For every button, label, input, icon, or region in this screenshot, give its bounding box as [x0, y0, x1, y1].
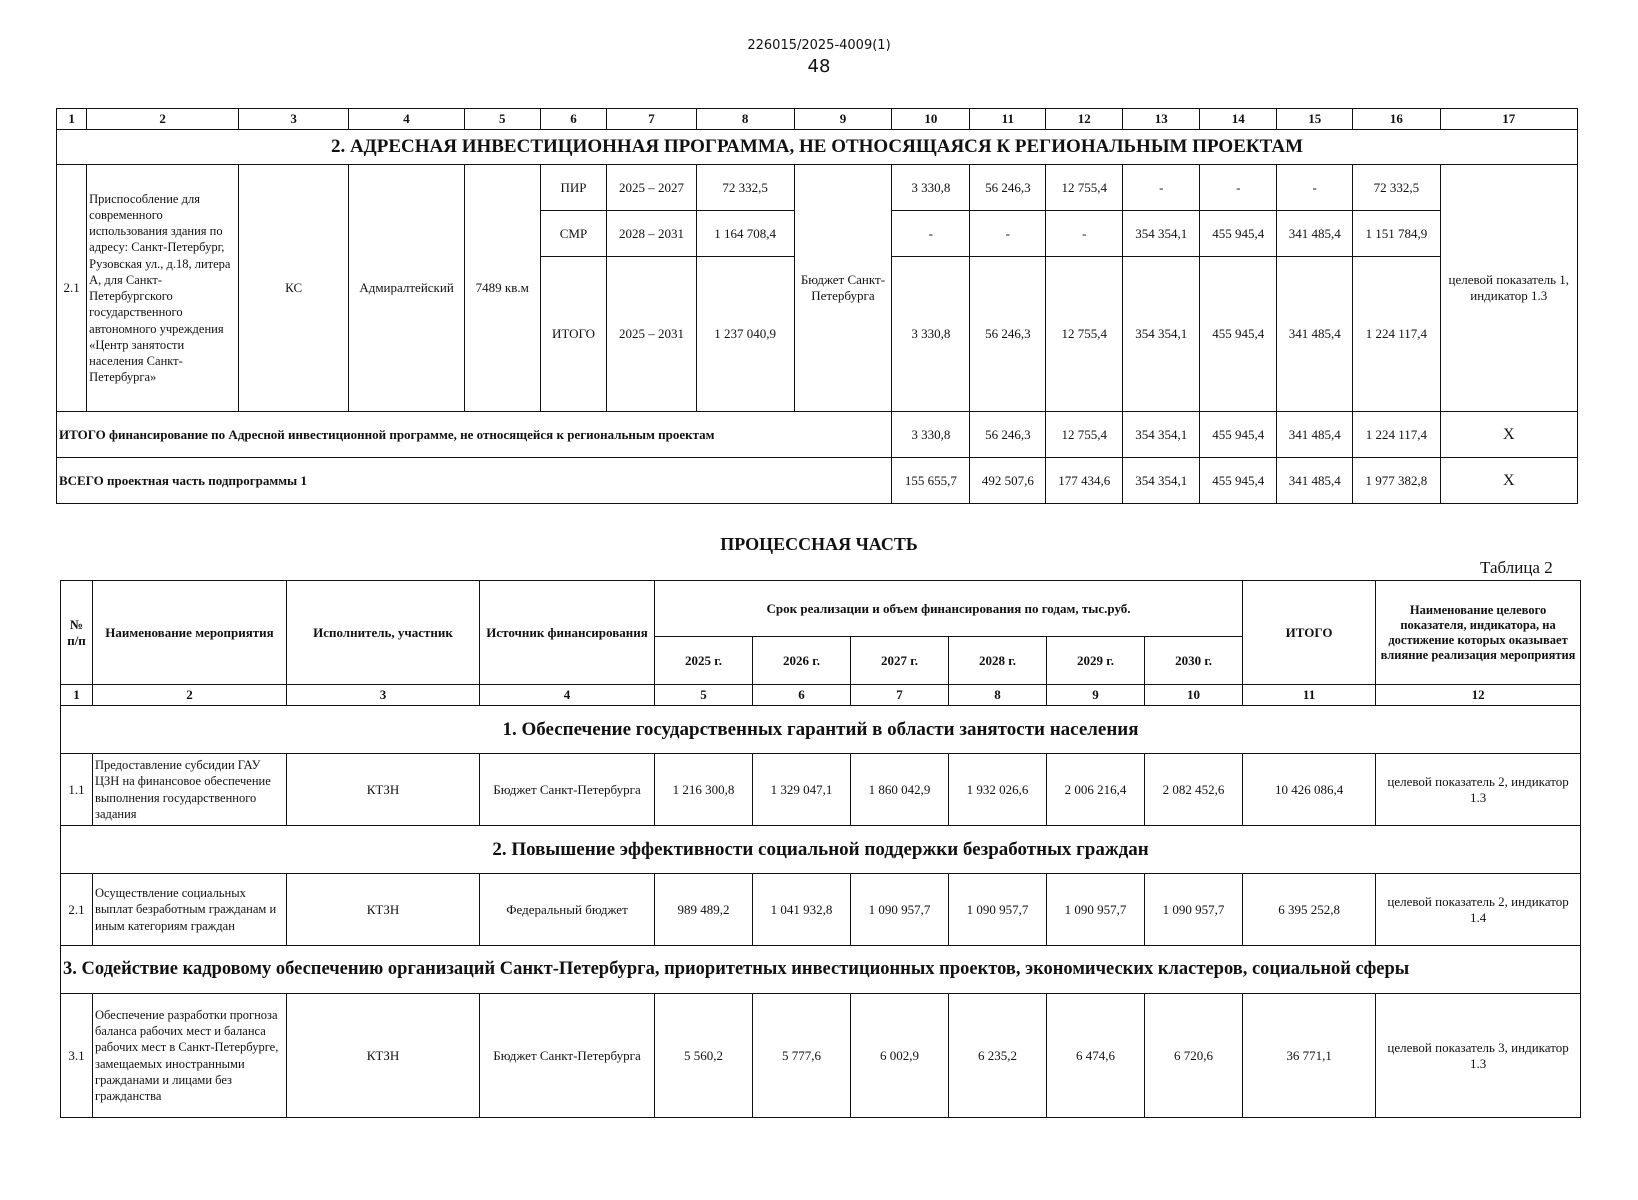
- col-num: 17: [1440, 109, 1577, 130]
- row-name: Предоставление субсидии ГАУ ЦЗН на финансовое обеспечение выполнения государственного задания: [93, 754, 287, 826]
- item-indicator: целевой показатель 1, индикатор 1.3: [1440, 165, 1577, 412]
- cost: 72 332,5: [696, 165, 794, 211]
- table-row: [61, 754, 1581, 826]
- col-num: 5: [464, 109, 540, 130]
- row-number: 3.1: [61, 994, 93, 1118]
- value-cell: 1 932 026,6: [949, 754, 1047, 826]
- col-num: 8: [949, 685, 1047, 706]
- col-num: 11: [1243, 685, 1376, 706]
- value-cell: 341 485,4: [1277, 257, 1353, 412]
- col-num: 3: [239, 109, 349, 130]
- value-cell: 492 507,6: [970, 458, 1046, 504]
- section-title: 3. Содействие кадровому обеспечению организаций Санкт-Петербурга, приоритетных инвестиционных проектов, экономических кластеров, социальной сферы: [61, 946, 1581, 994]
- cost: 1 164 708,4: [696, 211, 794, 257]
- item-source: Бюджет Санкт-Петербурга: [794, 165, 892, 412]
- row-indicator: целевой показатель 3, индикатор 1.3: [1376, 994, 1581, 1118]
- header-year: 2029 г.: [1047, 637, 1145, 685]
- value-cell: 5 777,6: [753, 994, 851, 1118]
- table-row: [57, 165, 1578, 211]
- col-num: 7: [851, 685, 949, 706]
- row-source: Бюджет Санкт-Петербурга: [480, 754, 655, 826]
- value-cell: 1 151 784,9: [1353, 211, 1440, 257]
- value-cell: 12 755,4: [1046, 165, 1123, 211]
- stage: ПИР: [540, 165, 607, 211]
- table-row: [61, 874, 1581, 946]
- value-cell: -: [1123, 165, 1200, 211]
- value-cell: 455 945,4: [1200, 211, 1277, 257]
- row-indicator: целевой показатель 2, индикатор 1.3: [1376, 754, 1581, 826]
- row-total: 36 771,1: [1243, 994, 1376, 1118]
- row-name: Осуществление социальных выплат безработным гражданам и иным категориям граждан: [93, 874, 287, 946]
- row-executor: КТЗН: [287, 874, 480, 946]
- header-name: Наименование мероприятия: [93, 581, 287, 685]
- row-total: 6 395 252,8: [1243, 874, 1376, 946]
- column-number-row: [61, 685, 1581, 706]
- item-capacity: 7489 кв.м: [464, 165, 540, 412]
- value-cell: 455 945,4: [1200, 412, 1277, 458]
- value-cell: -: [970, 211, 1046, 257]
- value-cell: 6 720,6: [1145, 994, 1243, 1118]
- row-indicator: целевой показатель 2, индикатор 1.4: [1376, 874, 1581, 946]
- value-cell: 6 474,6: [1047, 994, 1145, 1118]
- value-cell: 455 945,4: [1200, 458, 1277, 504]
- process-part-title: ПРОЦЕССНАЯ ЧАСТЬ: [720, 534, 918, 554]
- col-num: 1: [57, 109, 87, 130]
- total-aip-label: ИТОГО финансирование по Адресной инвестиционной программе, не относящейся к региональным проектам: [57, 412, 892, 458]
- value-cell: 177 434,6: [1046, 458, 1123, 504]
- period: 2028 – 2031: [607, 211, 696, 257]
- value-cell: 2 006 216,4: [1047, 754, 1145, 826]
- section-row: [61, 946, 1581, 994]
- col-num: 9: [1047, 685, 1145, 706]
- investment-program-table: [56, 108, 1578, 504]
- header-year: 2030 г.: [1145, 637, 1243, 685]
- value-cell: 56 246,3: [970, 412, 1046, 458]
- value-cell: 1 090 957,7: [1145, 874, 1243, 946]
- header-total: ИТОГО: [1243, 581, 1376, 685]
- col-num: 13: [1123, 109, 1200, 130]
- col-num: 1: [61, 685, 93, 706]
- row-name: Обеспечение разработки прогноза баланса рабочих мест и баланса рабочих мест в Санкт-Петербурге, замещаемых иностранными гражданами и лицами без гражданства: [93, 994, 287, 1118]
- col-num: 9: [794, 109, 892, 130]
- col-num: 3: [287, 685, 480, 706]
- col-num: 4: [480, 685, 655, 706]
- stage: ИТОГО: [540, 257, 607, 412]
- value-cell: 1 224 117,4: [1353, 412, 1440, 458]
- col-num: 12: [1046, 109, 1123, 130]
- value-cell: 1 860 042,9: [851, 754, 949, 826]
- header-year: 2027 г.: [851, 637, 949, 685]
- item-district: Адмиралтейский: [349, 165, 464, 412]
- value-cell: 341 485,4: [1277, 458, 1353, 504]
- value-cell: 3 330,8: [892, 412, 970, 458]
- section-row: [61, 826, 1581, 874]
- total-mark: X: [1440, 412, 1577, 458]
- value-cell: 354 354,1: [1123, 211, 1200, 257]
- section-title: 2. Повышение эффективности социальной поддержки безработных граждан: [61, 826, 1581, 874]
- col-num: 12: [1376, 685, 1581, 706]
- value-cell: 72 332,5: [1353, 165, 1440, 211]
- value-cell: 56 246,3: [970, 257, 1046, 412]
- row-executor: КТЗН: [287, 754, 480, 826]
- value-cell: 12 755,4: [1046, 412, 1123, 458]
- row-number: 2.1: [61, 874, 93, 946]
- value-cell: -: [1046, 211, 1123, 257]
- period: 2025 – 2027: [607, 165, 696, 211]
- value-cell: 341 485,4: [1277, 211, 1353, 257]
- col-num: 6: [540, 109, 607, 130]
- section-row: [61, 706, 1581, 754]
- header-no: № п/п: [61, 581, 93, 685]
- header-period-group: Срок реализации и объем финансирования по годам, тыс.руб.: [655, 581, 1243, 637]
- stage: СМР: [540, 211, 607, 257]
- value-cell: 1 216 300,8: [655, 754, 753, 826]
- table-row: [61, 994, 1581, 1118]
- item-type: КС: [239, 165, 349, 412]
- value-cell: 3 330,8: [892, 257, 970, 412]
- row-executor: КТЗН: [287, 994, 480, 1118]
- value-cell: 2 082 452,6: [1145, 754, 1243, 826]
- section-row: [57, 130, 1578, 165]
- item-number: 2.1: [57, 165, 87, 412]
- value-cell: 56 246,3: [970, 165, 1046, 211]
- value-cell: 354 354,1: [1123, 412, 1200, 458]
- col-num: 10: [1145, 685, 1243, 706]
- section-title: 1. Обеспечение государственных гарантий в области занятости населения: [61, 706, 1581, 754]
- value-cell: 1 041 932,8: [753, 874, 851, 946]
- col-num: 8: [696, 109, 794, 130]
- col-num: 6: [753, 685, 851, 706]
- row-source: Федеральный бюджет: [480, 874, 655, 946]
- page-number: 48: [807, 56, 831, 77]
- item-name: Приспособление для современного использования здания по адресу: Санкт-Петербург, Рузовская ул., д.18, литера А, для Санкт-Петербургского государственного автономного учреждения «Центр занятости населения Санкт-Петербурга»: [87, 165, 239, 412]
- total-mark: X: [1440, 458, 1577, 504]
- value-cell: 354 354,1: [1123, 257, 1200, 412]
- value-cell: 12 755,4: [1046, 257, 1123, 412]
- period: 2025 – 2031: [607, 257, 696, 412]
- col-num: 11: [970, 109, 1046, 130]
- value-cell: 5 560,2: [655, 994, 753, 1118]
- col-num: 2: [93, 685, 287, 706]
- value-cell: 1 090 957,7: [949, 874, 1047, 946]
- header-year: 2025 г.: [655, 637, 753, 685]
- value-cell: 1 329 047,1: [753, 754, 851, 826]
- col-num: 15: [1277, 109, 1353, 130]
- value-cell: 341 485,4: [1277, 412, 1353, 458]
- value-cell: -: [1200, 165, 1277, 211]
- col-num: 4: [349, 109, 464, 130]
- value-cell: 455 945,4: [1200, 257, 1277, 412]
- total-all-row: [57, 458, 1578, 504]
- row-source: Бюджет Санкт-Петербурга: [480, 994, 655, 1118]
- value-cell: 1 224 117,4: [1353, 257, 1440, 412]
- value-cell: -: [1277, 165, 1353, 211]
- value-cell: 1 977 382,8: [1353, 458, 1440, 504]
- total-aip-row: [57, 412, 1578, 458]
- header-executor: Исполнитель, участник: [287, 581, 480, 685]
- table-label: Таблица 2: [1480, 558, 1553, 577]
- total-all-label: ВСЕГО проектная часть подпрограммы 1: [57, 458, 892, 504]
- value-cell: 6 235,2: [949, 994, 1047, 1118]
- col-num: 7: [607, 109, 696, 130]
- col-num: 14: [1200, 109, 1277, 130]
- header-row: [61, 581, 1581, 637]
- column-number-row: [57, 109, 1578, 130]
- value-cell: -: [892, 211, 970, 257]
- value-cell: 989 489,2: [655, 874, 753, 946]
- col-num: 5: [655, 685, 753, 706]
- value-cell: 1 090 957,7: [851, 874, 949, 946]
- section-title: 2. АДРЕСНАЯ ИНВЕСТИЦИОННАЯ ПРОГРАММА, НЕ ОТНОСЯЩАЯСЯ К РЕГИОНАЛЬНЫМ ПРОЕКТАМ: [57, 130, 1578, 165]
- value-cell: 1 090 957,7: [1047, 874, 1145, 946]
- value-cell: 354 354,1: [1123, 458, 1200, 504]
- header-year: 2028 г.: [949, 637, 1047, 685]
- value-cell: 3 330,8: [892, 165, 970, 211]
- process-part-table: [60, 580, 1581, 1118]
- row-total: 10 426 086,4: [1243, 754, 1376, 826]
- col-num: 10: [892, 109, 970, 130]
- value-cell: 6 002,9: [851, 994, 949, 1118]
- cost: 1 237 040,9: [696, 257, 794, 412]
- header-indicator: Наименование целевого показателя, индикатора, на достижение которых оказывает влияние реализация мероприятия: [1376, 581, 1581, 685]
- header-year: 2026 г.: [753, 637, 851, 685]
- value-cell: 155 655,7: [892, 458, 970, 504]
- col-num: 2: [87, 109, 239, 130]
- document-id: 226015/2025-4009(1): [747, 38, 891, 53]
- row-number: 1.1: [61, 754, 93, 826]
- header-source: Источник финансирования: [480, 581, 655, 685]
- col-num: 16: [1353, 109, 1440, 130]
